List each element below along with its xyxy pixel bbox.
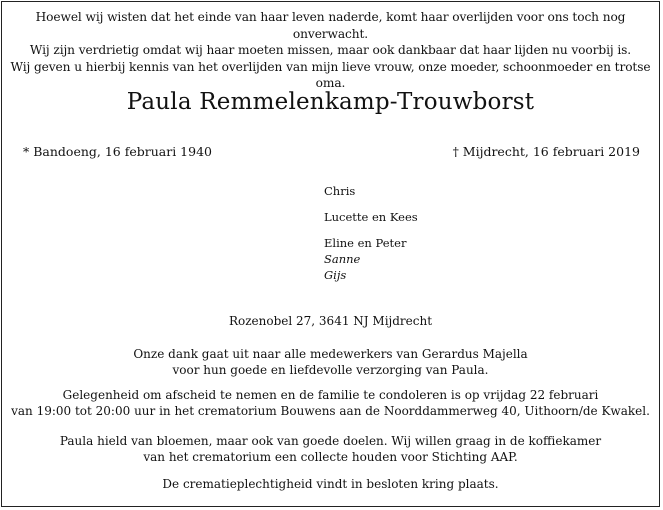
- intro-line: Hoewel wij wisten dat het einde van haar leven naderde, komt haar overlijden voor ons toch nog onverwacht.: [35, 10, 626, 41]
- family-list: [324, 183, 418, 293]
- condolence-info: [0, 387, 661, 419]
- intro-line: Wij zijn verdrietig omdat wij haar moeten missen, maar ook dankbaar dat haar lijden nu voorbij is.: [29, 43, 632, 57]
- intro-line: Wij geven u hierbij kennis van het overlijden van mijn lieve vrouw, onze moeder, schoonmoeder en trotse oma.: [10, 59, 651, 90]
- deceased-name: Paula Remmelenkamp-Trouwborst: [126, 89, 535, 115]
- thanks-text: [0, 346, 661, 378]
- birth-info: * Bandoeng, 16 februari 1940: [23, 144, 212, 159]
- home-address: Rozenobel 27, 3641 NJ Mijdrecht: [228, 314, 433, 328]
- ceremony-note: De crematieplechtigheid vindt in besloten kring plaats.: [162, 477, 499, 491]
- intro-text: [0, 9, 661, 92]
- family-member: Eline en Peter: [324, 236, 407, 250]
- thanks-line: Onze dank gaat uit naar alle medewerkers van Gerardus Majella: [133, 347, 528, 361]
- donation-line: van het crematorium een collecte houden voor Stichting AAP.: [143, 450, 518, 464]
- family-group: [324, 235, 418, 283]
- grandchild-name: Gijs: [324, 268, 347, 282]
- death-info: † Mijdrecht, 16 februari 2019: [452, 144, 640, 159]
- donation-line: Paula hield van bloemen, maar ook van goede doelen. Wij willen graag in de koffiekamer: [59, 434, 602, 448]
- condolence-line: Gelegenheid om afscheid te nemen en de familie te condoleren is op vrijdag 22 februari: [62, 388, 599, 402]
- family-member: Chris: [324, 184, 356, 198]
- family-member: Lucette en Kees: [324, 210, 418, 224]
- donation-info: [0, 433, 661, 465]
- thanks-line: voor hun goede en liefdevolle verzorging van Paula.: [172, 363, 489, 377]
- condolence-line: van 19:00 tot 20:00 uur in het crematorium Bouwens aan de Noorddammerweg 40, Uithoorn/de Kwakel.: [11, 404, 650, 418]
- grandchild-name: Sanne: [324, 252, 361, 266]
